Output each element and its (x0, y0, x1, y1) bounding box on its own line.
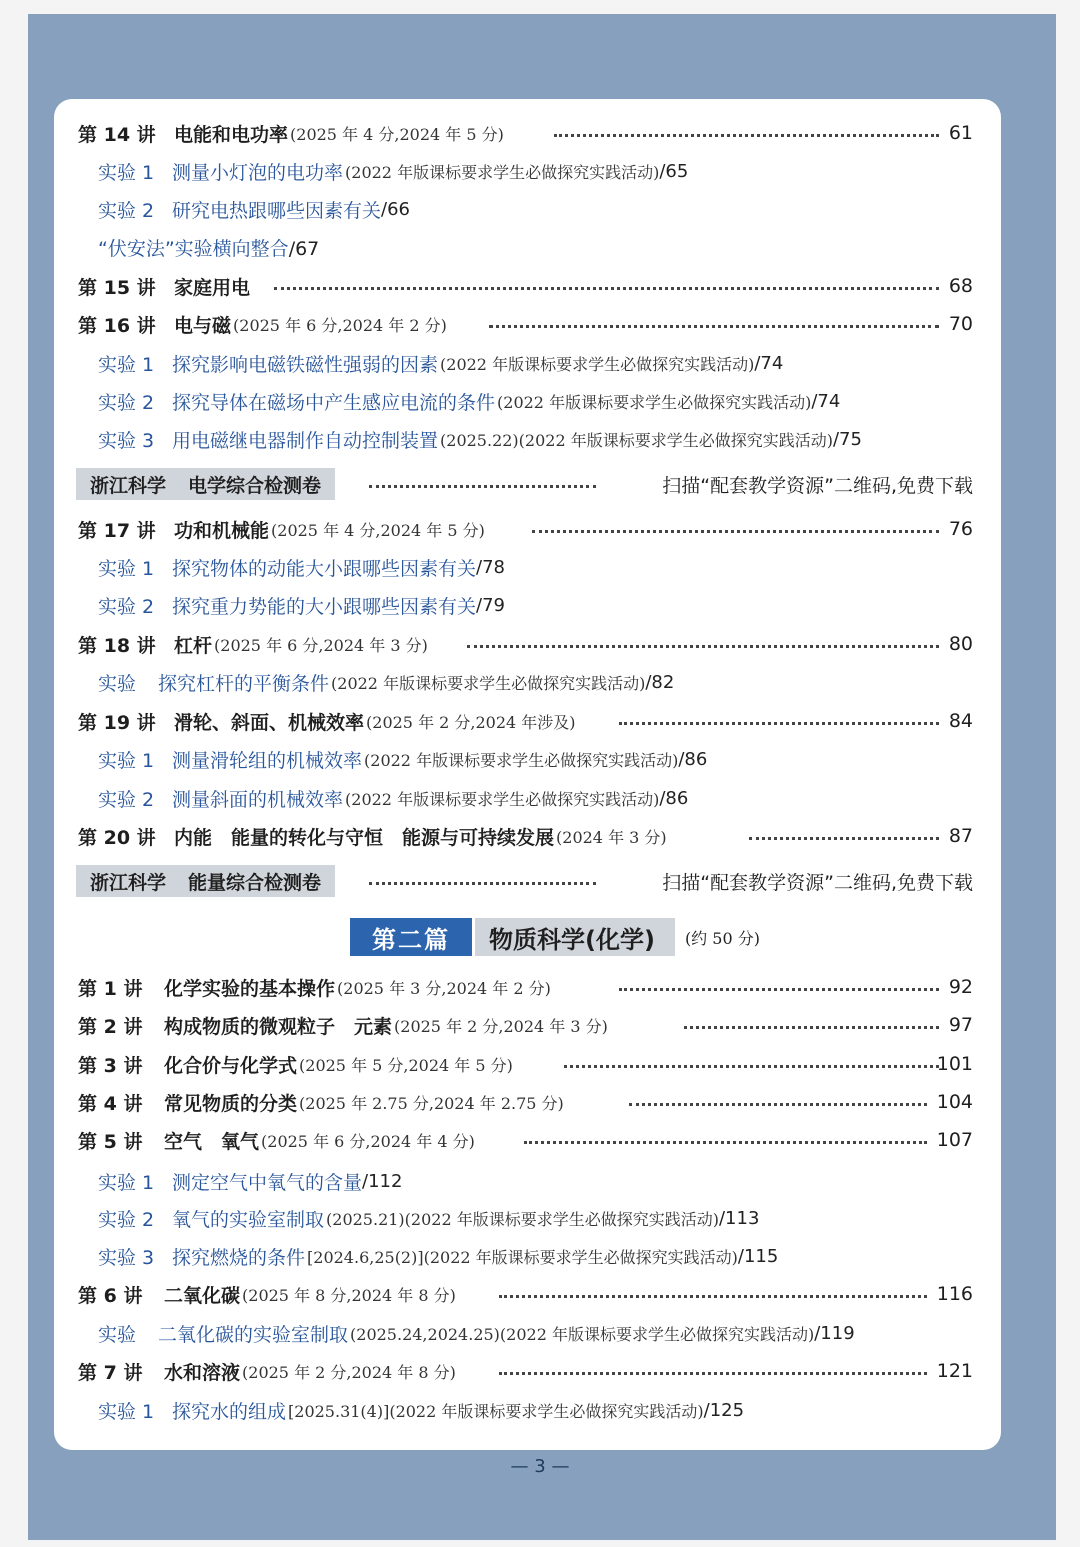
lecture-title: 功和机械能 (174, 519, 270, 542)
leader-dots (369, 485, 596, 488)
lecture-row[interactable] (54, 514, 1001, 544)
lecture-number: 第 7 讲 (78, 1361, 143, 1384)
experiment-note: (2025.22)(2022 年版课标要求学生必做探究实践活动) (440, 430, 833, 450)
lecture-note: (2025 年 2.75 分,2024 年 2.75 分) (299, 1093, 564, 1113)
lecture-row[interactable] (54, 118, 1001, 148)
page-ref: 101 (936, 1053, 973, 1075)
lecture-title: 空气 氧气 (164, 1130, 260, 1153)
page-ref: 70 (948, 313, 973, 335)
experiment-title: 测定空气中氧气的含量 (172, 1171, 363, 1194)
leader-dots (532, 530, 939, 533)
lecture-row[interactable] (54, 309, 1001, 339)
page-ref: 61 (948, 122, 973, 144)
experiment-page: /75 (832, 428, 862, 450)
experiment-label: 实验 1 (98, 749, 155, 772)
experiment-page: /65 (659, 160, 689, 182)
experiment-page: /82 (645, 671, 675, 693)
experiment-row[interactable] (54, 744, 1001, 774)
leader-dots (684, 1026, 939, 1029)
experiment-page: /112 (362, 1170, 403, 1192)
leader-dots (274, 287, 939, 290)
page-number: — 3 — (510, 1456, 570, 1477)
leader-dots (619, 988, 939, 991)
lecture-number: 第 18 讲 (78, 634, 156, 657)
experiment-page: /113 (718, 1207, 760, 1229)
lecture-row[interactable] (54, 821, 1001, 851)
lecture-note: (2025 年 2 分,2024 年 3 分) (394, 1016, 608, 1036)
test-label-box (76, 865, 335, 897)
lecture-number: 第 16 讲 (78, 314, 156, 337)
misc-title: “伏安法”实验横向整合 (98, 237, 289, 260)
experiment-row[interactable] (54, 1318, 1001, 1348)
toc-card (54, 99, 1001, 1450)
part-label: 第二篇 (350, 918, 472, 956)
experiment-title: 探究导体在磁场中产生感应电流的条件 (172, 391, 496, 414)
lecture-title: 构成物质的微观粒子 元素 (164, 1015, 393, 1038)
experiment-row[interactable] (54, 1203, 1001, 1233)
experiment-title: 测量斜面的机械效率 (172, 788, 344, 811)
lecture-number: 第 15 讲 (78, 276, 156, 299)
experiment-label: 实验 (98, 672, 137, 695)
page-ref: 104 (936, 1091, 973, 1113)
experiment-label: 实验 1 (98, 353, 155, 376)
misc-page: /67 (288, 237, 320, 260)
lecture-note: (2025 年 8 分,2024 年 8 分) (242, 1285, 456, 1305)
experiment-label: 实验 1 (98, 1171, 155, 1194)
experiment-row[interactable] (54, 424, 1001, 454)
test-label-box (76, 468, 335, 500)
experiment-title: 探究重力势能的大小跟哪些因素有关 (172, 595, 477, 618)
part-note: (约 50 分) (684, 928, 760, 948)
page-ref: 116 (936, 1283, 973, 1305)
experiment-page: /119 (814, 1322, 855, 1344)
test-row[interactable] (54, 865, 1001, 897)
leader-dots (629, 1103, 927, 1106)
experiment-title: 用电磁继电器制作自动控制装置 (172, 429, 439, 452)
test-subject: 浙江科学 (90, 871, 167, 894)
experiment-page: /66 (381, 198, 410, 220)
experiment-row[interactable] (54, 194, 1001, 224)
experiment-label: 实验 1 (98, 557, 155, 580)
experiment-row[interactable] (54, 552, 1001, 582)
leader-dots (369, 882, 596, 885)
experiment-row[interactable] (54, 348, 1001, 378)
lecture-row[interactable] (54, 972, 1001, 1002)
lecture-number: 第 19 讲 (78, 711, 156, 734)
experiment-title: 探究燃烧的条件 (172, 1246, 306, 1269)
scan-download-note: 扫描“配套教学资源”二维码,免费下载 (662, 474, 973, 497)
experiment-row[interactable] (54, 156, 1001, 186)
experiment-title: 氧气的实验室制取 (172, 1208, 325, 1231)
experiment-label: 实验 3 (98, 429, 155, 452)
lecture-note: (2025 年 2 分,2024 年 8 分) (242, 1362, 456, 1382)
experiment-note: (2022 年版课标要求学生必做探究实践活动) (440, 354, 755, 374)
experiment-title: 探究杠杆的平衡条件 (158, 672, 330, 695)
experiment-page: /74 (754, 352, 784, 374)
experiment-row[interactable] (54, 590, 1001, 620)
lecture-row[interactable] (54, 1356, 1001, 1386)
lecture-number: 第 2 讲 (78, 1015, 143, 1038)
experiment-note: [2025.31(4)](2022 年版课标要求学生必做探究实践活动) (288, 1401, 704, 1421)
page-ref: 121 (936, 1360, 973, 1382)
lecture-number: 第 1 讲 (78, 977, 143, 1000)
experiment-label: 实验 2 (98, 595, 155, 618)
lecture-row[interactable] (54, 1279, 1001, 1309)
experiment-note: (2025.24,2024.25)(2022 年版课标要求学生必做探究实践活动) (350, 1324, 815, 1344)
experiment-row[interactable] (54, 1241, 1001, 1271)
lecture-title: 电能和电功率 (174, 123, 289, 146)
lecture-row[interactable] (54, 706, 1001, 736)
lecture-note: (2024 年 3 分) (556, 827, 667, 847)
lecture-number: 第 3 讲 (78, 1054, 143, 1077)
experiment-page: /78 (476, 556, 505, 578)
lecture-title: 家庭用电 (174, 276, 251, 299)
lecture-note: (2025 年 6 分,2024 年 4 分) (261, 1131, 475, 1151)
lecture-title: 滑轮、斜面、机械效率 (174, 711, 365, 734)
lecture-title: 化学实验的基本操作 (164, 977, 336, 1000)
experiment-note: (2025.21)(2022 年版课标要求学生必做探究实践活动) (326, 1209, 719, 1229)
lecture-title: 化合价与化学式 (164, 1054, 298, 1077)
leader-dots (499, 1372, 927, 1375)
lecture-title: 内能 能量的转化与守恒 能源与可持续发展 (174, 826, 555, 849)
experiment-label: 实验 (98, 1323, 137, 1346)
test-title: 电学综合检测卷 (188, 474, 322, 497)
experiment-label: 实验 2 (98, 788, 155, 811)
leader-dots (524, 1141, 927, 1144)
experiment-title: 探究影响电磁铁磁性强弱的因素 (172, 353, 439, 376)
experiment-page: /74 (811, 390, 841, 412)
lecture-number: 第 20 讲 (78, 826, 156, 849)
experiment-note: (2022 年版课标要求学生必做探究实践活动) (345, 162, 660, 182)
misc-row[interactable] (54, 232, 1001, 262)
lecture-title: 常见物质的分类 (164, 1092, 298, 1115)
part-title: 物质科学(化学) (475, 918, 675, 956)
experiment-note: (2022 年版课标要求学生必做探究实践活动) (497, 392, 812, 412)
experiment-page: /115 (737, 1245, 779, 1267)
page-ref: 92 (948, 976, 973, 998)
lecture-number: 第 6 讲 (78, 1284, 143, 1307)
page-ref: 80 (948, 633, 973, 655)
leader-dots (499, 1295, 927, 1298)
experiment-page: /86 (678, 748, 708, 770)
experiment-row[interactable] (54, 667, 1001, 697)
lecture-number: 第 14 讲 (78, 123, 156, 146)
experiment-row[interactable] (54, 1166, 1001, 1196)
lecture-note: (2025 年 2 分,2024 年涉及) (366, 712, 576, 732)
lecture-note: (2025 年 6 分,2024 年 2 分) (233, 315, 447, 335)
experiment-row[interactable] (54, 1395, 1001, 1425)
lecture-row[interactable] (54, 1087, 1001, 1117)
page-ref: 87 (948, 825, 973, 847)
experiment-page: /79 (476, 594, 505, 616)
page-ref: 76 (948, 518, 973, 540)
lecture-title: 杠杆 (174, 634, 213, 657)
experiment-note: (2022 年版课标要求学生必做探究实践活动) (345, 789, 660, 809)
lecture-note: (2025 年 6 分,2024 年 3 分) (214, 635, 428, 655)
lecture-row[interactable] (54, 1049, 1001, 1079)
lecture-row[interactable] (54, 1010, 1001, 1040)
page-ref: 107 (936, 1129, 973, 1151)
experiment-label: 实验 2 (98, 391, 155, 414)
experiment-label: 实验 1 (98, 1400, 155, 1423)
experiment-page: /86 (659, 787, 689, 809)
leader-dots (619, 722, 939, 725)
lecture-row[interactable] (54, 1125, 1001, 1155)
lecture-title: 水和溶液 (164, 1361, 241, 1384)
experiment-title: 测量滑轮组的机械效率 (172, 749, 363, 772)
lecture-number: 第 4 讲 (78, 1092, 143, 1115)
experiment-title: 研究电热跟哪些因素有关 (172, 199, 382, 222)
experiment-label: 实验 2 (98, 199, 155, 222)
lecture-number: 第 17 讲 (78, 519, 156, 542)
page-ref: 97 (948, 1014, 973, 1036)
experiment-title: 探究水的组成 (172, 1400, 287, 1423)
lecture-title: 电与磁 (174, 314, 232, 337)
leader-dots (554, 134, 939, 137)
leader-dots (467, 645, 939, 648)
experiment-label: 实验 3 (98, 1246, 155, 1269)
scan-download-note: 扫描“配套教学资源”二维码,免费下载 (662, 871, 973, 894)
lecture-note: (2025 年 5 分,2024 年 5 分) (299, 1055, 513, 1075)
experiment-row[interactable] (54, 386, 1001, 416)
experiment-title: 二氧化碳的实验室制取 (158, 1323, 349, 1346)
leader-dots (564, 1065, 939, 1068)
experiment-note: [2024.6,25(2)](2022 年版课标要求学生必做探究实践活动) (307, 1247, 738, 1267)
lecture-note: (2025 年 3 分,2024 年 2 分) (337, 978, 551, 998)
page-ref: 84 (948, 710, 973, 732)
lecture-note: (2025 年 4 分,2024 年 5 分) (290, 124, 504, 144)
experiment-title: 探究物体的动能大小跟哪些因素有关 (172, 557, 477, 580)
lecture-note: (2025 年 4 分,2024 年 5 分) (271, 520, 485, 540)
lecture-row[interactable] (54, 629, 1001, 659)
experiment-row[interactable] (54, 783, 1001, 813)
test-subject: 浙江科学 (90, 474, 167, 497)
experiment-label: 实验 1 (98, 161, 155, 184)
lecture-row[interactable] (54, 271, 1001, 301)
leader-dots (749, 837, 939, 840)
page-ref: 68 (948, 275, 973, 297)
part-heading (350, 918, 760, 956)
leader-dots (489, 325, 939, 328)
test-row[interactable] (54, 468, 1001, 500)
experiment-note: (2022 年版课标要求学生必做探究实践活动) (331, 673, 646, 693)
experiment-note: (2022 年版课标要求学生必做探究实践活动) (364, 750, 679, 770)
experiment-title: 测量小灯泡的电功率 (172, 161, 344, 184)
lecture-title: 二氧化碳 (164, 1284, 241, 1307)
experiment-label: 实验 2 (98, 1208, 155, 1231)
test-title: 能量综合检测卷 (188, 871, 322, 894)
lecture-number: 第 5 讲 (78, 1130, 143, 1153)
experiment-page: /125 (703, 1399, 745, 1421)
